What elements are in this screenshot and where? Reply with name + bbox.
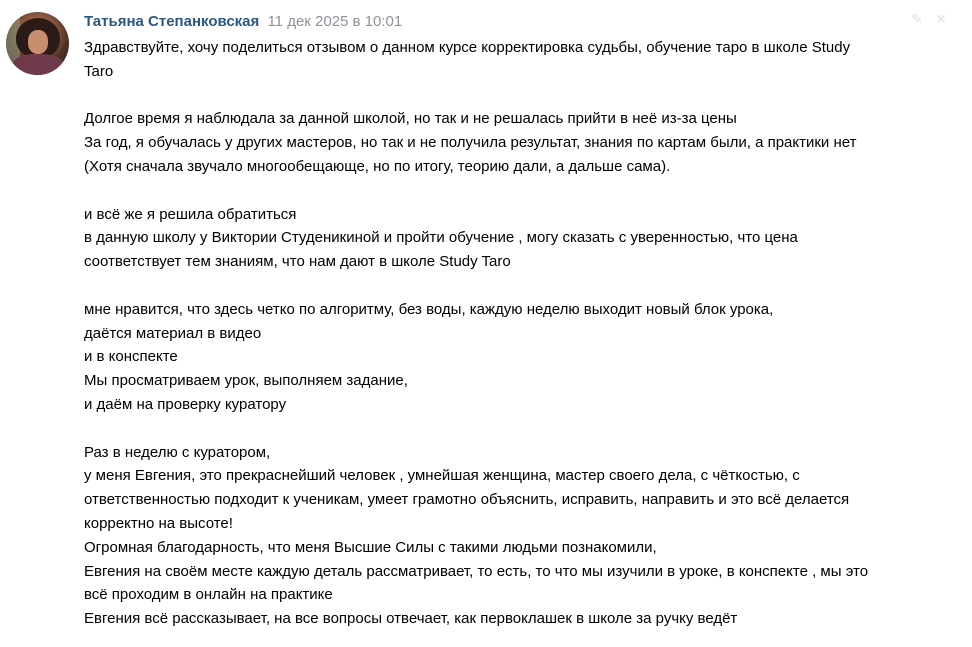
text-line: даётся материал в видео <box>84 324 262 342</box>
text-line: Долгое время я наблюдала за данной школой, но так и не решалась прийти в неё из-за цены <box>84 110 737 128</box>
text-line: ответственностью подходит к ученикам, умеет грамотно объяснить, исправить, направить и это всё делается <box>84 491 850 509</box>
text-line: и даём на проверку куратору <box>84 395 287 413</box>
text-line: всё проходим в онлайн на практике <box>84 586 333 604</box>
comment-header <box>84 12 402 32</box>
blank-line <box>84 84 954 108</box>
comment-actions <box>910 12 948 30</box>
blank-line <box>84 274 954 298</box>
text-line: в данную школу у Виктории Студеникиной и пройти обучение , могу сказать с уверенностью, что цена <box>84 229 798 247</box>
text-line: у меня Евгения, это прекраснейший человек , умнейшая женщина, мастер своего дела, с чёткостью, с <box>84 467 800 485</box>
text-line: корректно на высоте! <box>84 514 233 532</box>
text-line: мне нравится, что здесь четко по алгоритму, без воды, каждую неделю выходит новый блок урока, <box>84 300 774 318</box>
text-line: Евгения на своём месте каждую деталь рассматривает, то есть, то что мы изучили в уроке, в конспекте , мы это <box>84 562 869 580</box>
author-name[interactable]: Татьяна Степанковская <box>84 13 260 30</box>
text-line: За год, я обучалась у других мастеров, но так и не получила результат, знания по картам были, а практики нет <box>84 134 857 152</box>
text-line: Мы просматриваем урок, выполняем задание, <box>84 372 408 390</box>
text-line: соответствует тем знаниям, что нам дают в школе Study Taro <box>84 253 511 271</box>
avatar[interactable] <box>6 12 69 75</box>
edit-icon[interactable]: ✎ <box>911 11 923 27</box>
text-line: Огромная благодарность, что меня Высшие Силы с такими людьми познакомили, <box>84 538 657 556</box>
text-line: (Хотя сначала звучало многообещающе, но по итогу, теорию дали, а дальше сама). <box>84 157 671 175</box>
text-line: Евгения всё рассказывает, на все вопросы отвечает, как первоклашек в школе за ручку ведёт <box>84 610 738 628</box>
blank-line <box>84 179 954 203</box>
avatar-face <box>28 30 48 54</box>
avatar-body <box>12 54 64 75</box>
comment-text <box>84 36 954 631</box>
text-line: Здравствуйте, хочу поделиться отзывом о данном курсе корректировка судьбы, обучение таро в школе Study <box>84 39 851 56</box>
text-line: Taro <box>84 62 114 80</box>
text-line: и всё же я решила обратиться <box>84 205 297 223</box>
text-line: и в конспекте <box>84 348 178 366</box>
blank-line <box>84 417 954 441</box>
text-line: Раз в неделю с куратором, <box>84 443 271 461</box>
close-icon[interactable]: ✕ <box>935 11 947 27</box>
comment-date[interactable]: 11 дек 2025 в 10:01 <box>267 13 403 30</box>
